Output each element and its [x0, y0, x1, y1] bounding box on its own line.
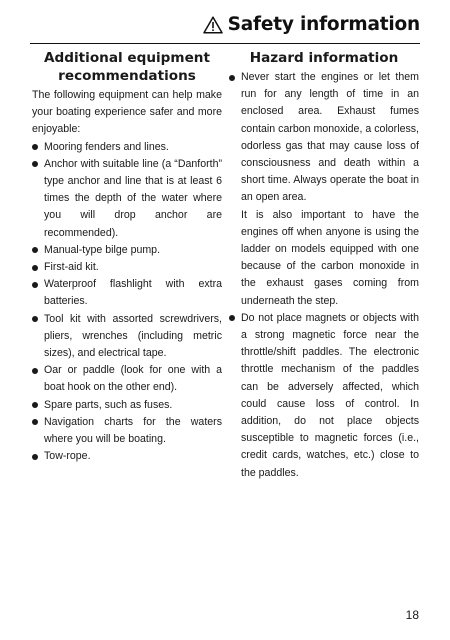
list-item: Tool kit with assorted screwdrivers, pliers, wrenches (including metric sizes), and electrical tape. — [32, 311, 222, 363]
list-item: Oar or paddle (look for one with a boat hook on the other end). — [32, 362, 222, 396]
hazard-heading: Hazard information — [249, 50, 399, 66]
bullet-icon — [229, 75, 235, 81]
list-item: Spare parts, such as fuses. — [32, 397, 222, 414]
section-title — [203, 14, 420, 35]
right-column — [229, 49, 419, 482]
bullet-icon — [32, 316, 38, 322]
section-title-text: Safety information — [227, 14, 420, 35]
list-item: Do not place magnets or objects with a strong magnetic force near the throttle/shift paddles. The electronic throttle mechanism of the paddles can be adversely affected, which could cause loss of control. In addition, do not place objects susceptible to magnetic forces (i.e., credit cards, watches, etc.) close to the paddles. — [229, 310, 419, 482]
bullet-icon — [32, 454, 38, 460]
list-item: First-aid kit. — [32, 259, 222, 276]
page-header — [30, 14, 420, 44]
hazard-extra-paragraph: It is also important to have the engines off when anyone is using the ladder on models equipped with one because of the carbon monoxide in the exhaust gases coming from underneath the step. — [241, 208, 419, 307]
list-item: Anchor with suitable line (a “Danforth” type anchor and line that is at least 6 times the depth of the water where you will drop anchor are recommended). — [32, 156, 222, 242]
bullet-icon — [32, 247, 38, 253]
header-rule — [30, 43, 420, 44]
list-item: Never start the engines or let them run for any length of time in an enclosed area. Exhaust fumes contain carbon monoxide, a colorless, odorless gas that may cause loss of consciousness and death within a short time. Always operate the boat in an open area. — [229, 69, 419, 207]
page-number: 18 — [405, 608, 419, 622]
equipment-list — [32, 139, 222, 466]
left-column — [32, 49, 222, 465]
equipment-heading: Additional equipment recommendations — [44, 50, 210, 84]
bullet-icon — [32, 282, 38, 288]
list-item: Waterproof flashlight with extra batteries. — [32, 276, 222, 310]
equipment-intro: The following equipment can help make your boating experience safer and more enjoyable: — [32, 89, 222, 136]
bullet-icon — [32, 265, 38, 271]
bullet-icon — [32, 144, 38, 150]
list-item: Manual-type bilge pump. — [32, 242, 222, 259]
bullet-icon — [32, 368, 38, 374]
bullet-icon — [229, 315, 235, 321]
hazard-list — [229, 69, 419, 207]
warning-triangle-icon — [203, 16, 223, 34]
bullet-icon — [32, 161, 38, 167]
list-item: Navigation charts for the waters where you will be boating. — [32, 414, 222, 448]
bullet-icon — [32, 402, 38, 408]
bullet-icon — [32, 419, 38, 425]
list-item: Tow-rope. — [32, 448, 222, 465]
list-item: Mooring fenders and lines. — [32, 139, 222, 156]
hazard-list-2 — [229, 310, 419, 482]
